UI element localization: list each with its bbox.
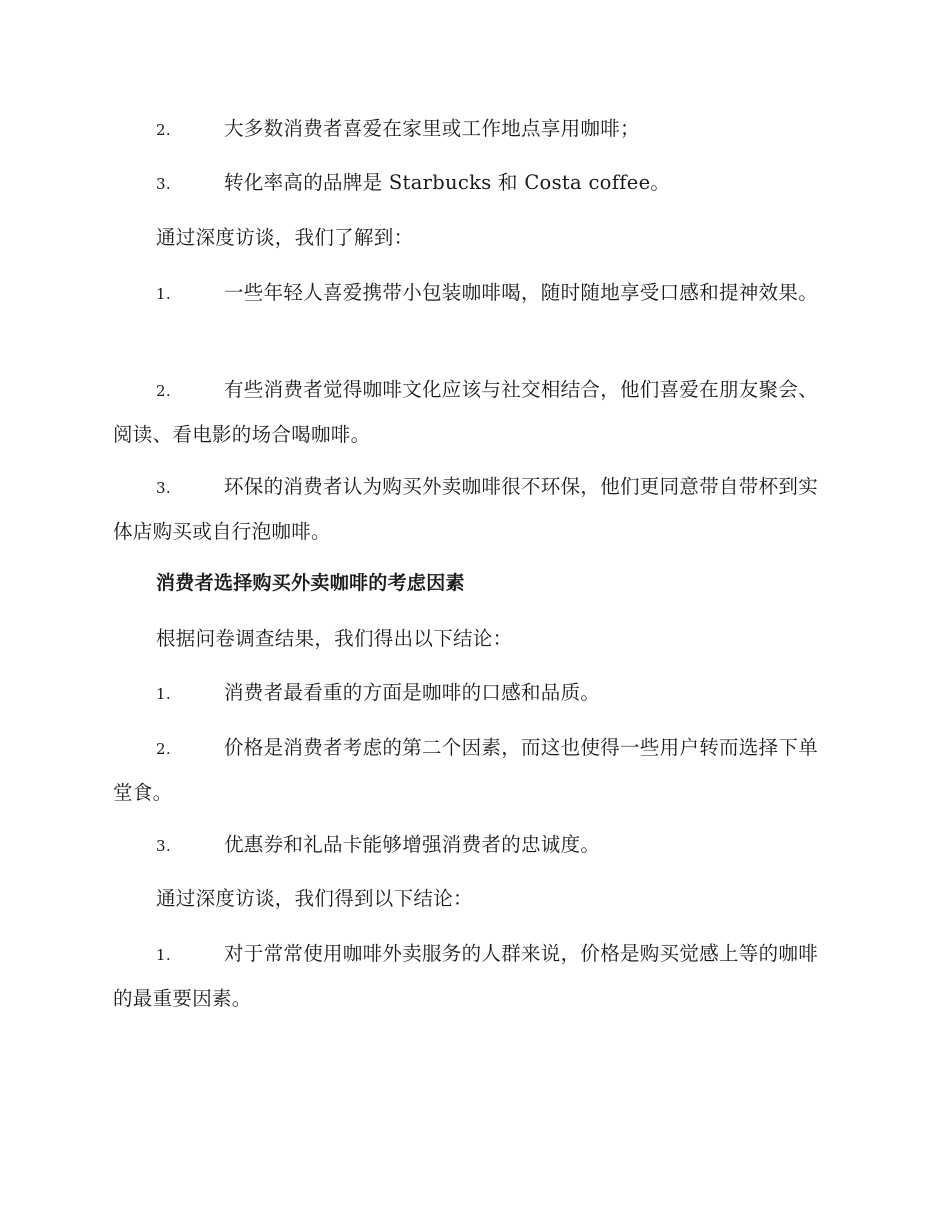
list-item (113, 465, 835, 553)
list-text: 大多数消费者喜爱在家里或工作地点享用咖啡； (224, 117, 640, 140)
list-item (113, 932, 835, 1020)
list-text: 优惠券和礼品卡能够增强消费者的忠诚度。 (224, 833, 601, 856)
paragraph-survey-intro: 根据问卷调查结果，我们得出以下结论： (156, 627, 513, 650)
paragraph-interview-intro: 通过深度访谈，我们了解到： (156, 226, 414, 249)
list-item (113, 671, 835, 716)
list-text: 消费者最看重的方面是咖啡的口感和品质。 (224, 681, 601, 704)
list-text: 一些年轻人喜爱携带小包装咖啡喝，随时随地享受口感和提神效果。 (224, 281, 819, 304)
list-number: 3. (156, 479, 171, 497)
list-item (113, 368, 835, 456)
list-text: 环保的消费者认为购买外卖咖啡很不环保，他们更同意带自带杯到实体店购买或自行泡咖啡。 (113, 475, 819, 543)
list-item (113, 823, 835, 868)
list-item (113, 161, 835, 206)
list-number: 2. (156, 382, 171, 400)
paragraph-interview-intro: 通过深度访谈，我们得到以下结论： (156, 887, 473, 910)
list-item (113, 107, 835, 152)
list-number: 1. (156, 685, 171, 703)
list-text: 有些消费者觉得咖啡文化应该与社交相结合，他们喜爱在朋友聚会、阅读、看电影的场合喝咖啡。 (113, 378, 819, 446)
list-number: 2. (156, 121, 171, 139)
list-number: 1. (156, 285, 171, 303)
list-number: 3. (156, 175, 171, 193)
list-item (113, 271, 835, 316)
list-text: 对于常常使用咖啡外卖服务的人群来说，价格是购买觉感上等的咖啡的最重要因素。 (113, 942, 819, 1010)
section-heading: 消费者选择购买外卖咖啡的考虑因素 (156, 572, 465, 594)
list-text: 价格是消费者考虑的第二个因素，而这也使得一些用户转而选择下单堂食。 (113, 736, 819, 804)
list-item (113, 726, 835, 814)
list-number: 2. (156, 740, 171, 758)
list-text: 转化率高的品牌是 Starbucks 和 Costa coffee。 (224, 171, 671, 194)
list-number: 1. (156, 946, 171, 964)
list-number: 3. (156, 837, 171, 855)
